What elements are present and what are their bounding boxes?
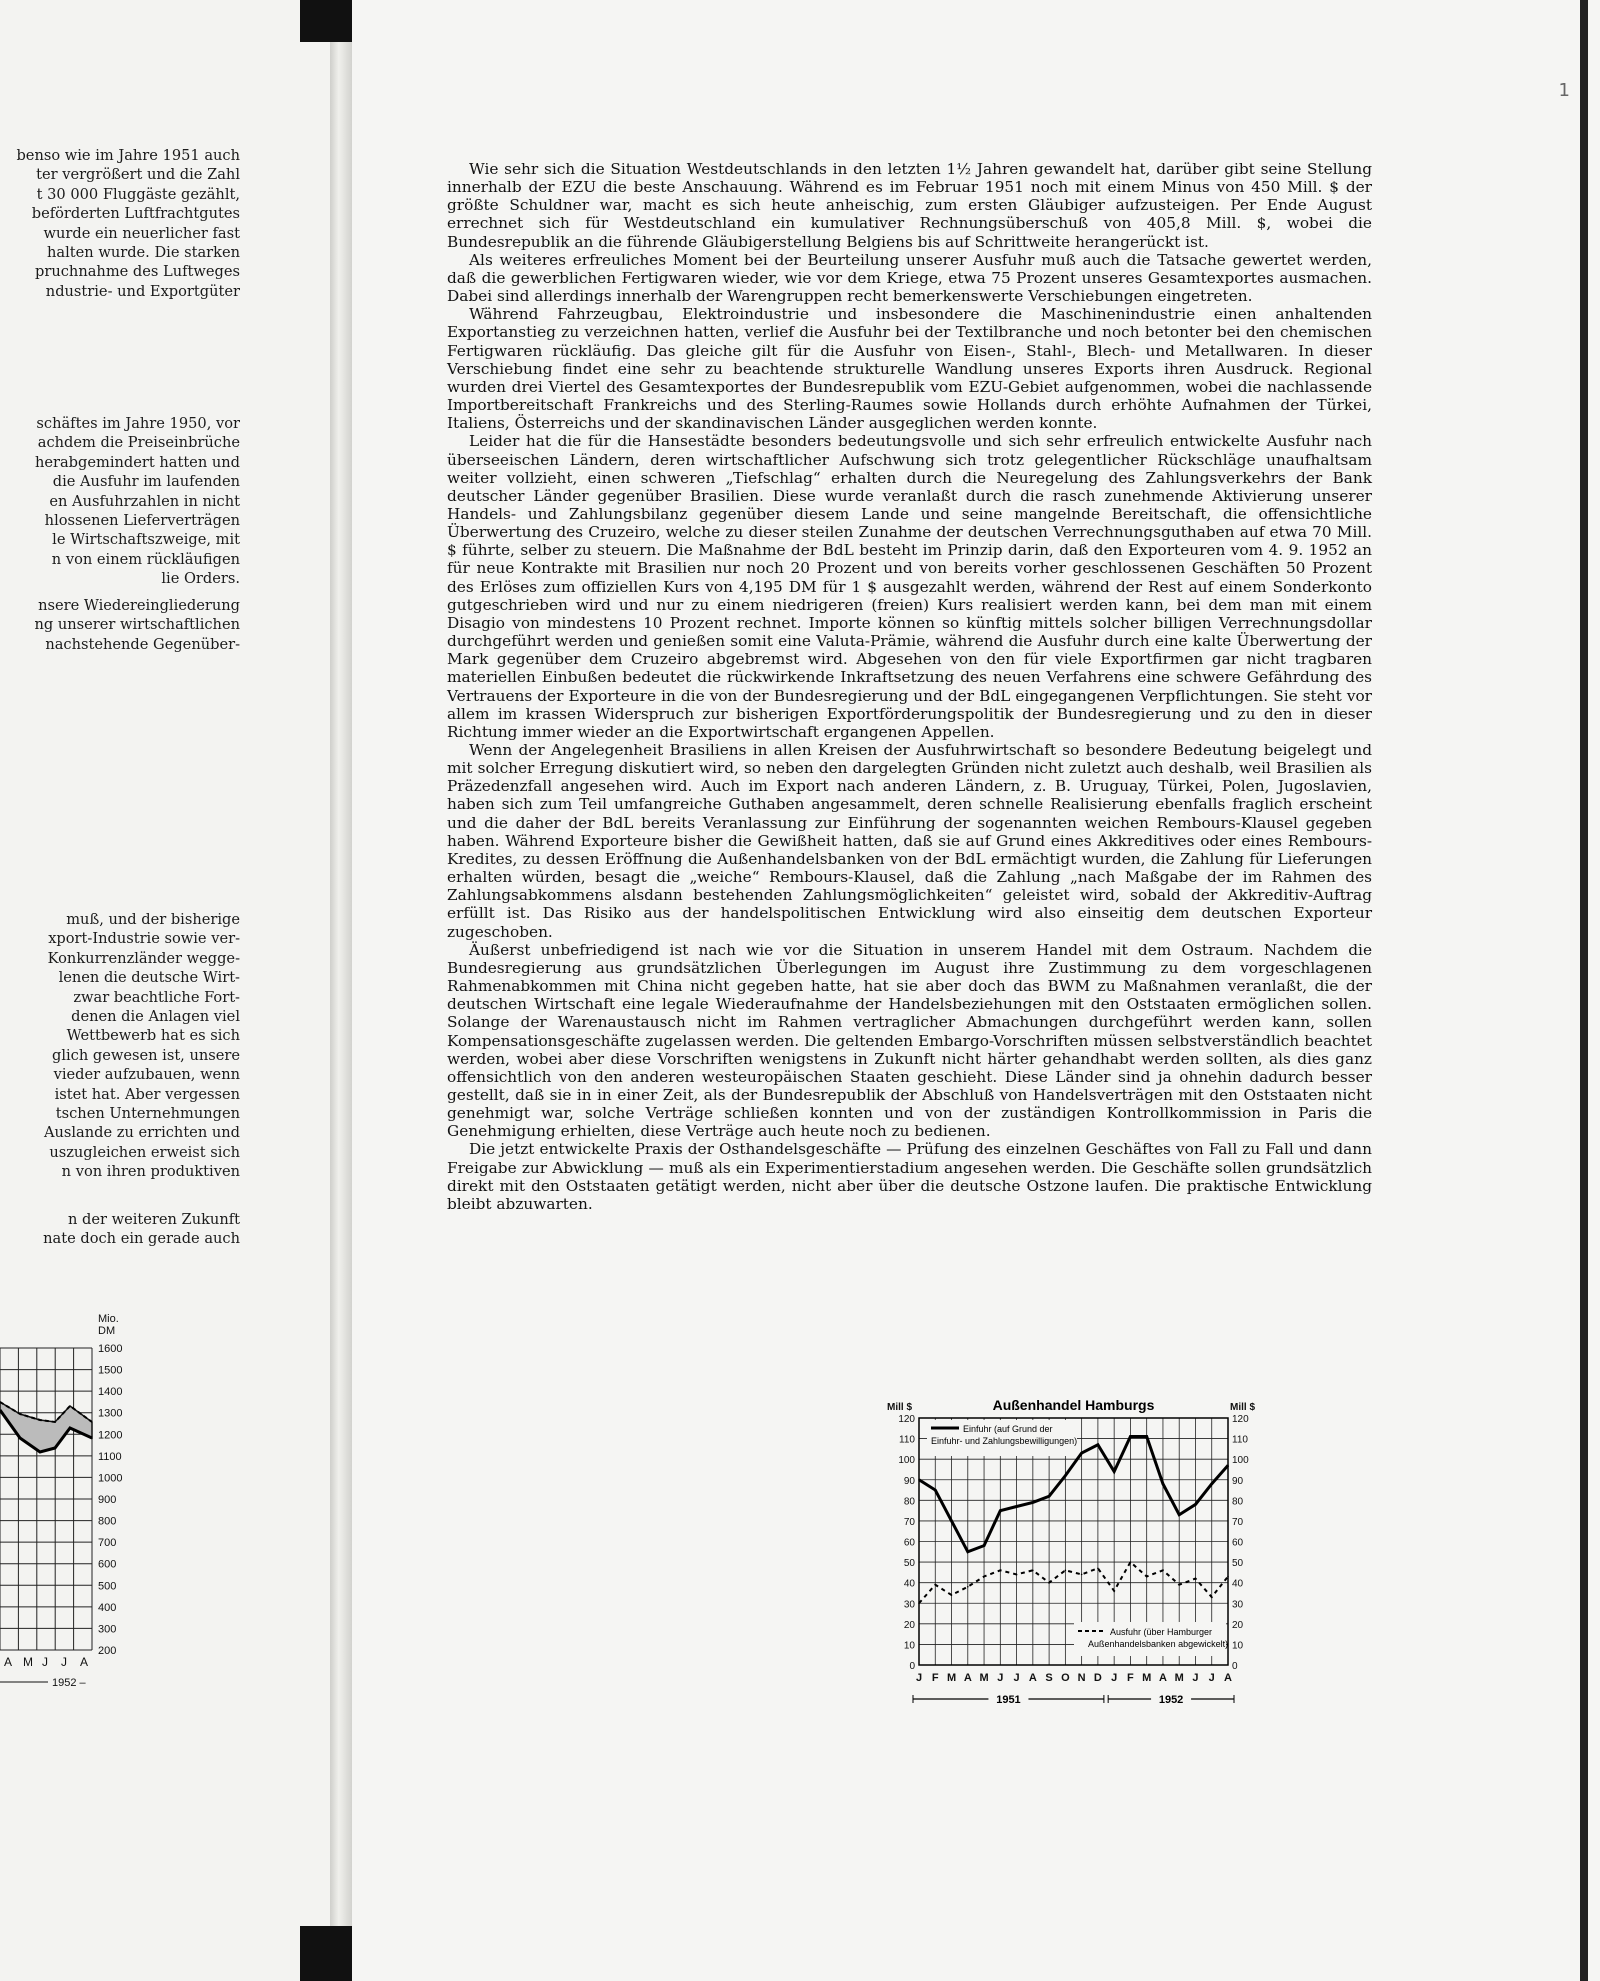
chart-ytick-right: 10 [1232,1640,1244,1652]
chart-ytick-right: 50 [1232,1558,1244,1570]
chart-point [918,1602,920,1604]
chart-point [1195,1578,1197,1580]
chart-point [1195,1504,1197,1506]
left-chart-year: 1952 – [52,1677,86,1689]
right-page [352,0,1600,1981]
chart-point [1162,1570,1164,1572]
chart-ytick-left: 100 [898,1455,915,1467]
left-chart-ytick: 200 [98,1645,117,1657]
left-text-line: lie Orders. [161,570,240,588]
chart-point [1016,1574,1018,1576]
left-chart-ytick: 600 [98,1558,117,1571]
chart-point [1178,1584,1180,1586]
left-chart-grid [0,1348,92,1650]
left-text-line: hlossenen Lieferverträgen [44,512,240,530]
left-text-line: Wettbewerb hat es sich [66,1027,240,1045]
chart-point [1081,1452,1083,1454]
book-binding [330,0,352,1981]
chart-xtick: J [915,1672,923,1684]
chart-ytick-right: 100 [1232,1455,1249,1467]
chart-xtick: J [1111,1672,1118,1684]
chart-xtick: A [1158,1672,1167,1684]
year-group-label: 1952 [1158,1694,1184,1706]
left-chart-lines [0,1402,92,1452]
left-chart-ytick: 700 [98,1537,117,1550]
left-text-block-2 [0,414,240,589]
article-paragraph: Leider hat die für die Hansestädte besonders bedeutungsvolle und sich sehr erfreulich entwickelte Ausfuhr nach überseeischen Ländern, deren wirtschaftlicher Aufschwung sich trotz gelegentlicher Rückschläge unaufhaltsam weiter vollzieht, einen schweren „Tiefschlag“ erhalten durch die Neuregelung des Zahlungsverkehrs der Bank deutscher Länder gegenüber Brasilien. Diese wurde veranlaßt durch die rasch zunehmende Aktivierung unserer Handels- und Zahlungsbilanz gegenüber diesem Lande und seine mangelnde Bereitschaft, die offensichtliche Überwertung des Cruzeiro, welche zu dieser steilen Zunahme der deutschen Verrechnungsguthaben auf etwa 70 Mill. $ führte, selber zu steuern. Die Maßnahme der BdL besteht im Prinzip darin, daß den Exporteuren vom 4. 9. 1952 an für neue Kontrakte mit Brasilien nur noch 20 Prozent und von bereits vorher geschlossenen Geschäften 50 Prozent des Erlöses zum offiziellen Kurs von 4,195 DM für 1 $ ausgezahlt werden, während der Rest auf einem Sonderkonto gutgeschrieben wird und nur zu einem niedrigeren (freien) Kurs realisiert werden kann, bei dem man mit einem Disagio von mindestens 10 Prozent rechnet. Importe können so künftig mittels solcher billigen Verrechnungsdollar durchgeführt werden und genießen somit eine Valuta-Prämie, während die Ausfuhr durch eine kalte Überwertung der Mark gegenüber dem Cruzeiro abgebremst wird. Abgesehen von den für viele Exportfirmen gar nicht tragbaren materiellen Einbußen bedeutet die rückwirkende Inkraftsetzung des neuen Verfahrens eine schwere Gefährdung des Vertrauens der Exporteure in die von der Bundesregierung und der BdL eingegangenen Verpflichtungen. Sie steht vor allem im krassen Widerspruch zur bisherigen Exportförderungspolitik der Bundesregierung und zu den in dieser Richtung immer wieder an die Exportwirtschaft ergangenen Appellen. [447,432,1372,741]
chart-point [1048,1495,1050,1497]
chart-point [951,1520,953,1522]
left-chart-ytick: 400 [98,1601,117,1614]
chart-point [1227,1465,1229,1467]
left-text-line: wurde ein neuerlicher fast [43,224,240,242]
left-chart-ytick: 1300 [98,1407,123,1420]
chart-ytick-left: 30 [903,1599,915,1611]
chart-ytick-right: 80 [1232,1496,1244,1508]
chart-ytick-left: 20 [903,1619,915,1631]
left-chart-ytick: 500 [98,1580,117,1593]
chart-ytick-left: 90 [903,1475,915,1487]
chart-ytick-left: 40 [903,1578,915,1590]
chart-ytick-right: 90 [1232,1475,1244,1487]
chart-ylabel-left: Mill $ [887,1402,913,1413]
left-page [0,0,330,1981]
chart-xtick: F [1127,1672,1134,1684]
left-text-line: pruchnahme des Luftweges [35,263,240,281]
left-text-line: muß, und der bisherige [66,911,240,928]
chart-ytick-left: 120 [898,1414,915,1425]
chart-point [1000,1510,1002,1512]
chart-ytick-left: 0 [909,1661,915,1672]
chart-point [1211,1596,1213,1598]
chart-point [1097,1567,1099,1569]
left-text-line: ter vergrößert und die Zahl [36,166,240,184]
article-paragraph: Wie sehr sich die Situation Westdeutschlands in den letzten 1½ Jahren gewandelt hat, darüber gibt seine Stellung innerhalb der EZU die beste Anschauung. Während es im Februar 1951 noch mit einem Minus von 450 Mill. $ der größte Schuldner war, macht es sich heute anheischig, zum ersten Gläubiger aufzusteigen. Per Ende August errechnet sich für Westdeutschland ein kumulativer Rechnungsüberschuß von 405,8 Mill. $, wobei die Bundesrepublik an die führende Gläubigerstellung Belgiens bis auf Schrittweite herangerückt ist. [447,160,1372,251]
left-text-block-3 [0,596,240,654]
left-chart-xtick: A [4,1655,13,1669]
left-chart-ytick: 1100 [98,1450,122,1463]
chart-title: Außenhandel Hamburgs [992,1397,1155,1413]
chart-point [1032,1502,1034,1504]
legend-label: Außenhandelsbanken abgewickelt) [1088,1639,1229,1649]
chart-xtick: J [997,1672,1004,1684]
article-paragraph: Als weiteres erfreuliches Moment bei der Beurteilung unserer Ausfuhr muß auch die Tatsache gewertet werden, daß die gewerblichen Fertigwaren wieder, wie vor dem Kriege, etwa 75 Prozent unseres Gesamtexportes ausmachen. Dabei sind allerdings innerhalb der Warengruppen recht bemerkenswerte Verschiebungen eingetreten. [447,250,1372,306]
left-chart-ytick: 1000 [98,1472,123,1485]
left-text-line: beförderten Luftfrachtgutes [31,205,240,223]
chart-point [1146,1436,1148,1438]
scan-edge [1580,0,1588,1981]
binding-clip-top [300,0,358,42]
chart-xtick: A [1224,1672,1232,1684]
chart-point [1130,1436,1132,1438]
chart-point [1113,1590,1115,1592]
chart-point [1065,1570,1067,1572]
chart-point [918,1479,920,1481]
left-text-line: Konkurrenzländer wegge- [47,949,240,967]
left-chart-xtick: J [61,1655,67,1669]
chart-xtick: F [931,1672,939,1684]
chart-point [967,1586,969,1588]
left-chart-unit: DM [98,1325,116,1337]
left-chart-ytick: 1200 [98,1429,123,1442]
chart-ytick-right: 40 [1232,1578,1244,1590]
left-text-line: uszugleichen erweist sich [49,1143,240,1161]
chart-point [1000,1570,1002,1572]
chart-point [1130,1561,1132,1563]
left-text-line: denen die Anlagen viel [71,1008,240,1026]
chart-ytick-left: 10 [903,1640,915,1652]
legend-label: Einfuhr- und Zahlungsbewilligungen) [931,1436,1078,1446]
chart-ytick-left: 70 [903,1516,915,1528]
chart-xtick: M [979,1672,989,1684]
left-text-block-4 [0,910,240,1182]
left-text-line: zwar beachtliche Fort- [73,988,240,1006]
chart-xtick: J [1208,1672,1215,1684]
chart-point [1227,1576,1229,1578]
left-text-line: Auslande zu errichten und [43,1124,240,1142]
left-text-line: halten wurde. Die starken [47,244,240,262]
left-text-line: glich gewesen ist, unsere [52,1046,240,1064]
chart-point [1113,1471,1115,1473]
chart-point [1016,1506,1018,1508]
left-text-line: vieder aufzubauen, wenn [53,1066,240,1084]
chart-ytick-left: 110 [899,1434,915,1446]
chart-ytick-right: 60 [1232,1537,1244,1549]
chart-xtick: A [963,1672,972,1684]
left-text-line: en Ausfuhrzahlen in nicht [49,492,240,510]
chart-xtick: M [1142,1672,1152,1684]
chart-xtick: O [1061,1672,1070,1684]
chart-point [1146,1576,1148,1578]
left-text-line: schäftes im Jahre 1950, vor [36,415,240,432]
chart-point [1032,1570,1034,1572]
left-chart-unit: Mio. [98,1313,119,1325]
chart-ytick-left: 50 [903,1558,915,1570]
article-paragraph: Wenn der Angelegenheit Brasiliens in allen Kreisen der Ausfuhrwirtschaft so besondere Bedeutung beigelegt und mit solcher Erregung diskutiert wird, so neben den dargelegten Gründen nicht zuletzt auch deshalb, weil Brasilien als Präzedenzfall angesehen wird. Auch im Export nach anderen Ländern, z. B. Uruguay, Türkei, Polen, Jugoslavien, haben sich zum Teil umfangreiche Guthaben angesammelt, deren schnelle Realisierung ebenfalls fraglich erscheint und die daher der BdL bereits Veranlassung zur Einführung der sogenannten weichen Rembours-Klausel gegeben haben. Während Exporteure bisher die Gewißheit hatten, daß sie auf Grund eines Akkreditives oder eines Rembours-Kredites, zu dessen Eröffnung die Außenhandelsbanken von der BdL ermächtigt wurden, die Zahlung für Lieferungen erhalten würden, besagt die „weiche“ Rembours-Klausel, daß die Zahlung „nach Maßgabe der im Rahmen des Zahlungsabkommens alsdann bestehenden Zahlungsmöglichkeiten“ geleistet wird, sobald der Akkreditiv-Auftrag erfüllt ist. Das Risiko aus der handelspolitischen Entwicklung wird also einseitig dem deutschen Exporteur zugeschoben. [447,741,1372,941]
chart-point [1081,1574,1083,1576]
chart-ytick-right: 0 [1232,1661,1238,1672]
chart-ytick-right: 20 [1232,1619,1244,1631]
left-text-line: ng unserer wirtschaftlichen [34,616,240,634]
margin-mark: 1 [1558,80,1570,101]
left-chart-ytick: 900 [98,1494,117,1506]
chart-point [1162,1483,1164,1485]
article-body [447,160,1372,1213]
left-text-line: achdem die Preiseinbrüche [37,434,240,452]
binding-clip-bottom [300,1926,358,1981]
left-text-line: t 30 000 Fluggäste gezählt, [36,185,240,203]
chart-xtick: J [1192,1672,1199,1684]
left-chart-xtick: M [23,1655,33,1669]
left-text-line: benso wie im Jahre 1951 auch [16,147,240,164]
left-text-line: le Wirtschaftszweige, mit [52,531,240,549]
year-group-label: 1951 [996,1694,1021,1706]
chart-ytick-right: 70 [1232,1516,1244,1528]
legend-label: Einfuhr (auf Grund der [963,1424,1053,1434]
chart-point [1065,1475,1067,1477]
chart-point [1097,1444,1099,1446]
left-text-line: tschen Unternehmungen [55,1105,240,1123]
article-paragraph: Äußerst unbefriedigend ist nach wie vor die Situation in unserem Handel mit dem Ostraum. Nachdem die Bundesregierung aus grundsätzlichen Überlegungen im August ihre Zustimmung zu dem vorgeschlagenen Rahmenabkommen mit China nicht gegeben hatte, hat sie aber doch das BWM zu Maßnahmen veranlaßt, die der deutschen Wirtschaft eine legale Wiederaufnahme der Handelsbeziehungen mit den Oststaaten ermöglichen sollen. Solange der Warenaustausch nicht im Rahmen vertraglicher Abmachungen durchgeführt werden kann, sollen Kompensationsgeschäfte zugelassen werden. Die geltenden Embargo-Vorschriften müssen selbstverständlich beachtet werden, wobei aber diese Vorschriften wenigstens in Zukunft nicht härter gehandhabt werden sollten, als dies ganz offensichtlich von den anderen westeuropäischen Staaten geschieht. Diese Länder sind ja ohnehin dadurch besser gestellt, daß sie in in einer Zeit, als der Bundesrepublik der Abschluß von Handelsverträgen mit den Oststaaten nicht genehmigt war, solche Verträge schließen konnten und von der zuständigen Kontrollkommission in Paris die Genehmigung erhielten, diese Verträge auch heute noch zu bedienen. [447,940,1372,1141]
chart-point [983,1576,985,1578]
left-text-line: istet hat. Aber vergessen [54,1085,240,1103]
chart-point [951,1594,953,1596]
chart-point [1211,1483,1213,1485]
chart-point [1048,1582,1050,1584]
left-chart-xtick: A [80,1655,89,1669]
chart-xtick: S [1045,1672,1053,1684]
chart-xtick: J [1013,1672,1020,1684]
legend-label: Ausfuhr (über Hamburger [1110,1627,1213,1637]
chart-xtick: A [1028,1672,1037,1684]
chart-xtick: D [1093,1672,1102,1684]
chart-xtick: N [1077,1672,1086,1684]
chart-ylabel-right: Mill $ [1230,1402,1256,1413]
left-chart-ytick: 1500 [98,1364,123,1377]
left-chart-ytick: 1600 [98,1343,123,1355]
chart-ytick-right: 30 [1232,1599,1244,1611]
left-text-block-1 [0,146,240,301]
chart-ytick-right: 120 [1232,1414,1249,1425]
left-text-line: herabgemindert hatten und [34,453,240,471]
left-text-block-5 [0,1210,240,1249]
chart-xtick: M [1174,1672,1184,1684]
left-text-line: lenen die deutsche Wirt- [58,969,240,987]
chart-ytick-left: 80 [903,1496,915,1508]
left-text-line: nsere Wiedereingliederung [38,597,240,614]
article-paragraph: Während Fahrzeugbau, Elektroindustrie und insbesondere die Maschinenindustrie einen anhaltenden Exportanstieg zu verzeichnen hatten, verlief die Ausfuhr bei der Textilbranche und noch betonter bei den chemischen Fertigwaren rückläufig. Das gleiche gilt für die Ausfuhr von Eisen-, Stahl-, Blech- und Metallwaren. In dieser Verschiebung findet eine sehr zu beachtende strukturelle Wandlung unseres Exports ihren Ausdruck. Regional wurden drei Viertel des Gesamtexportes der Bundesrepublik vom EZU-Gebiet aufgenommen, wobei die nachlassende Importbereitschaft Frankreichs und des Sterling-Raumes sowie Hollands durch erhöhte Aufnahmen der Türkei, Italiens, Österreichs und der skandinavischen Länder ausgeglichen werden konnte. [447,305,1372,433]
left-text-line: n von ihren produktiven [61,1163,240,1181]
left-partial-chart [0,1310,330,1690]
chart-point [934,1584,936,1586]
left-text-line: nachstehende Gegenüber- [45,635,240,653]
chart-point [967,1551,969,1553]
left-chart-ytick: 1400 [98,1386,123,1399]
left-chart-ytick: 800 [98,1515,117,1528]
left-text-line: n der weiteren Zukunft [67,1211,240,1228]
left-text-line: die Ausfuhr im laufenden [52,473,240,491]
left-text-line: n von einem rückläufigen [51,550,240,568]
hamburg-trade-chart [667,1380,1487,1722]
left-text-line: xport-Industrie sowie ver- [48,930,240,948]
chart-xtick: M [946,1672,957,1684]
left-chart-ytick: 300 [98,1623,117,1636]
article-paragraph: Die jetzt entwickelte Praxis der Osthandelsgeschäfte — Prüfung des einzelnen Geschäftes von Fall zu Fall und dann Freigabe zur Abwicklung — muß als ein Experimentierstadium angesehen werden. Die Geschäfte sollen grundsätzlich direkt mit den Oststaaten getätigt werden, nicht aber über die deutsche Ostzone laufen. Die praktische Entwicklung bleibt abzuwarten. [447,1140,1372,1213]
chart-point [1178,1514,1180,1516]
left-text-line: nate doch ein gerade auch [43,1230,240,1248]
left-text-line: ndustrie- und Exportgüter [45,282,240,300]
left-chart-xtick: J [42,1655,48,1669]
chart-point [983,1545,985,1547]
chart-ytick-right: 110 [1232,1434,1248,1446]
chart-ytick-left: 60 [903,1537,915,1549]
chart-point [934,1489,936,1491]
